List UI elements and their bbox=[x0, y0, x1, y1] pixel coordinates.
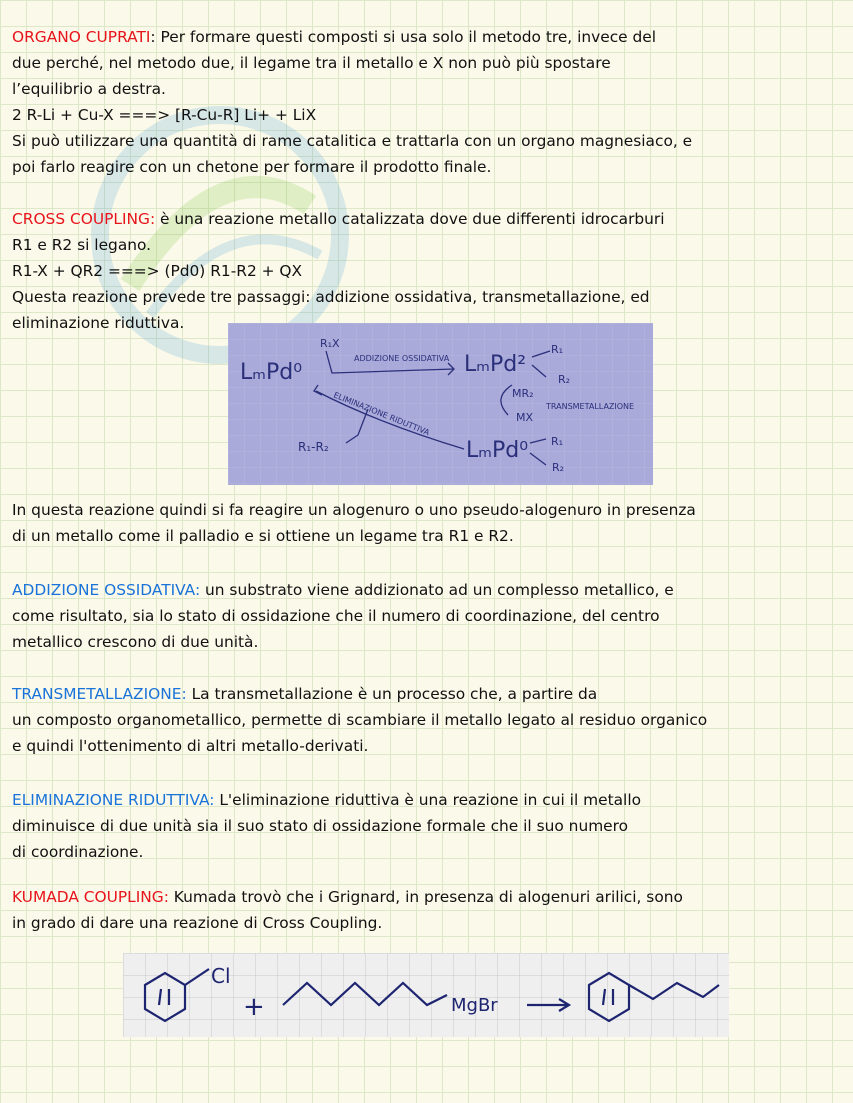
kumada-heading: KUMADA COUPLING: bbox=[12, 888, 169, 906]
r2-bottom-label: R₂ bbox=[552, 461, 565, 474]
mx-label: MX bbox=[516, 411, 534, 424]
kumada-paragraph bbox=[12, 884, 842, 936]
eliminazione-label: ELIMINAZIONE RIDUTTIVA bbox=[332, 390, 431, 438]
mr2-label: MR₂ bbox=[512, 387, 534, 400]
chlorine-label: Cl bbox=[211, 964, 231, 988]
organo-cuprati-paragraph bbox=[12, 24, 842, 180]
lmpd2: LₘPd² bbox=[464, 352, 527, 377]
r1r2-label: R₁-R₂ bbox=[298, 440, 329, 454]
lmpd0-left: LₘPd⁰ bbox=[240, 360, 303, 385]
kumada-reaction-figure bbox=[123, 953, 729, 1037]
plus-sign: + bbox=[243, 992, 265, 1022]
organo-cuprati-heading: ORGANO CUPRATI bbox=[12, 28, 151, 46]
r2-top-label: R₂ bbox=[558, 373, 571, 386]
r1x-label: R₁X bbox=[320, 337, 340, 350]
elim-heading: ELIMINAZIONE RIDUTTIVA: bbox=[12, 791, 215, 809]
addizione-label: ADDIZIONE OSSIDATIVA bbox=[354, 354, 450, 363]
kumada-text: Kumada trovò che i Grignard, in presenza di alogenuri arilici, sono in grado di dare una reazione di Cross Coupling. bbox=[12, 888, 683, 932]
trans-paragraph bbox=[12, 681, 842, 759]
cross-coupling-text: è una reazione metallo catalizzata dove due differenti idrocarburi R1 e R2 si legano. R1-X + QR2 ===> (Pd0) R1-R2 + QX Questa reazione prevede tre passaggi: addizione ossidativa, transmetallazione, ed eliminazione riduttiva. bbox=[12, 210, 665, 332]
lmpd0-bottom: LₘPd⁰ bbox=[466, 438, 529, 463]
cross-coupling-heading: CROSS COUPLING: bbox=[12, 210, 156, 228]
addizione-heading: ADDIZIONE OSSIDATIVA: bbox=[12, 581, 201, 599]
elim-text: L'eliminazione riduttiva è una reazione in cui il metallo diminuisce di due unità sia il suo stato di ossidazione formale che il suo numero di coordinazione. bbox=[12, 791, 642, 861]
trans-text: La transmetallazione è un processo che, a partire da un composto organometallico, permette di scambiare il metallo legato al residuo organico e quindi l'ottenimento di altri metallo-derivati. bbox=[12, 685, 708, 755]
reaction-explanation: In questa reazione quindi si fa reagire un alogenuro o uno pseudo-alogenuro in presenza di un metallo come il palladio e si ottiene un legame tra R1 e R2. bbox=[12, 501, 696, 545]
r1-bottom-label: R₁ bbox=[551, 435, 564, 448]
cross-coupling-paragraph bbox=[12, 206, 842, 336]
addizione-text: un substrato viene addizionato ad un complesso metallico, e come risultato, sia lo stato di ossidazione che il numero di coordinazione, del centro metallico crescono di due unità. bbox=[12, 581, 674, 651]
organo-cuprati-text: : Per formare questi composti si usa solo il metodo tre, invece del due perché, nel metodo due, il legame tra il metallo e X non può più spostare l’equilibrio a destra. 2 R-Li + Cu-X ===> [R-Cu-R] Li+ + LiX Si può utilizzare una quantità di rame catalitica e trattarla con un organo magnesiaco, e poi farlo reagire con un chetone per formare il prodotto finale. bbox=[12, 28, 693, 176]
transmetallazione-label: TRANSMETALLAZIONE bbox=[546, 402, 635, 411]
mgbr-label: MgBr bbox=[451, 995, 498, 1016]
elim-paragraph bbox=[12, 787, 842, 865]
trans-heading: TRANSMETALLAZIONE: bbox=[12, 685, 187, 703]
catalytic-cycle-diagram bbox=[228, 323, 653, 485]
r1-top-label: R₁ bbox=[551, 343, 564, 356]
addizione-paragraph bbox=[12, 577, 842, 655]
